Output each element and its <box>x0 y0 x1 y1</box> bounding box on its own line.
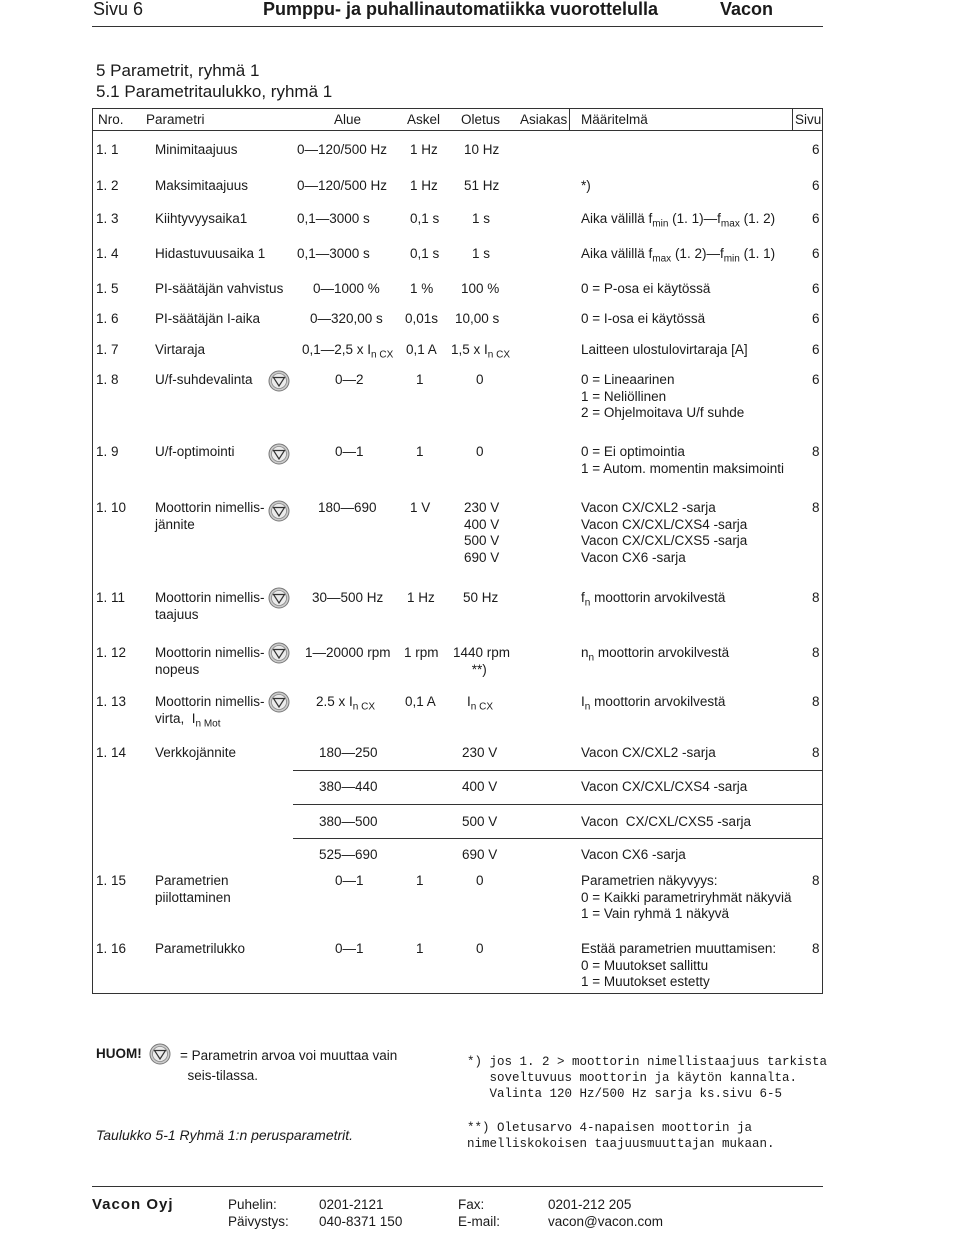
row-param: U/f-optimointi <box>155 444 235 459</box>
row-maaritelma: Laitteen ulostulovirtaraja [A] <box>581 342 748 357</box>
row-alue: 0,1—3000 s <box>297 246 370 261</box>
footer-phone-label: Puhelin: <box>228 1197 277 1212</box>
footer-phone: 0201-2121 <box>319 1197 384 1212</box>
row-alue: 525—690 <box>319 847 378 862</box>
row-sivu: 8 <box>812 500 820 515</box>
row-oletus: 500 V <box>462 814 498 829</box>
row-param: Moottorin nimellis- virta, $I_{n Mot}$ <box>155 694 265 730</box>
row-maaritelma: Parametrien näkyvyys: 0 = Kaikki parametriryhmät näkyviä 1 = Vain ryhmä 1 näkyvä <box>581 873 792 921</box>
col-header-askel: Askel <box>407 112 441 127</box>
row-sivu: 8 <box>812 941 820 956</box>
col-header-oletus: Oletus <box>461 112 501 127</box>
row-alue: 0—320,00 s <box>310 311 383 326</box>
row-askel: 0,01s <box>405 311 439 326</box>
stop-lock-icon <box>268 370 290 392</box>
row-nro: 1. 2 <box>96 178 119 193</box>
page-number: Sivu 6 <box>93 0 144 19</box>
row-alue: 0—120/500 Hz <box>297 142 388 157</box>
row-nro: 1. 7 <box>96 342 119 357</box>
footer-fax: 0201-212 205 <box>548 1197 632 1212</box>
row-maaritelma: Aika välillä $f_{max}$ (1. $2)—f_{min}$ (1. 1) <box>581 246 776 265</box>
row-askel: 0,1 A <box>406 342 437 357</box>
row-sivu: 8 <box>812 645 820 660</box>
row-maaritelma: Vacon CX/CXL/CXS5 -sarja <box>581 814 752 829</box>
col-header-parametri: Parametri <box>146 112 205 127</box>
row-sivu: 6 <box>812 311 820 326</box>
row-alue: 180—250 <box>319 745 378 760</box>
row-alue: 0—1 <box>335 444 364 459</box>
huom-label: HUOM! <box>96 1046 142 1061</box>
row-maaritelma: *) <box>581 178 591 193</box>
stop-lock-icon <box>149 1043 171 1065</box>
row-alue: 380—440 <box>319 779 378 794</box>
row-maaritelma: $I_n$ moottorin arvokilvestä <box>581 694 726 713</box>
row-oletus: 1 s <box>472 211 491 226</box>
footer-duty-label: Päivystys: <box>228 1214 289 1229</box>
row-maaritelma: $f_n$ moottorin arvokilvestä <box>581 590 726 609</box>
row-oletus: 50 Hz <box>463 590 499 605</box>
row-oletus: 1 s <box>472 246 491 261</box>
row-oletus: 10 Hz <box>464 142 500 157</box>
row-maaritelma: 0 = Ei optimointia 1 = Autom. momentin maksimointi <box>581 444 784 476</box>
row-oletus: 690 V <box>462 847 498 862</box>
row-oletus: 51 Hz <box>464 178 500 193</box>
row-sivu: 8 <box>812 444 820 459</box>
row-alue: 30—500 Hz <box>312 590 384 605</box>
row-oletus: $I_{n CX}$ <box>467 694 493 713</box>
row-oletus: 10,00 s <box>455 311 500 326</box>
brand-name: Vacon <box>720 0 774 19</box>
row-sivu: 8 <box>812 590 820 605</box>
table-caption: Taulukko 5-1 Ryhmä 1:n perusparametrit. <box>96 1127 354 1143</box>
row-oletus: 0 <box>476 941 484 956</box>
row-alue: 2.5 x $I_{n CX}$ <box>316 694 376 713</box>
row-param: Verkkojännite <box>155 745 237 760</box>
footer-email-label: E-mail: <box>458 1214 501 1229</box>
row-maaritelma: Aika välillä $f_{min}$ (1. $1)—f_{max}$ (1. 2) <box>581 211 776 230</box>
header-rule <box>92 26 823 27</box>
section-subtitle: 5.1 Parametritaulukko, ryhmä 1 <box>96 82 333 101</box>
row-nro: 1. 15 <box>96 873 127 888</box>
row-param: Maksimitaajuus <box>155 178 249 193</box>
row-oletus: 230 V 400 V 500 V 690 V <box>464 500 500 565</box>
col-header-asiakas: Asiakas <box>520 112 568 127</box>
row-oletus: 1440 rpm **) <box>453 645 511 677</box>
col-header-maaritelma: Määritelmä <box>581 112 648 127</box>
row-param: Parametrilukko <box>155 941 246 956</box>
row-askel: 1 Hz <box>407 590 435 605</box>
row-nro: 1. 13 <box>96 694 127 709</box>
row-sivu: 8 <box>812 745 820 760</box>
stop-lock-icon <box>268 443 290 465</box>
footer-rule <box>92 1186 823 1187</box>
row-sivu: 6 <box>812 246 820 261</box>
row-askel: 0,1 s <box>410 246 440 261</box>
row-param: Hidastuvuusaika 1 <box>155 246 266 261</box>
row-oletus: 400 V <box>462 779 498 794</box>
footer-email[interactable]: vacon@vacon.com <box>548 1214 664 1229</box>
row-alue: 0—1 <box>335 941 364 956</box>
row-sivu: 8 <box>812 694 820 709</box>
row-alue: 380—500 <box>319 814 378 829</box>
row-nro: 1. 10 <box>96 500 127 515</box>
row-maaritelma: 0 = Lineaarinen 1 = Neliöllinen 2 = Ohjelmoitava U/f suhde <box>581 372 745 420</box>
row-nro: 1. 1 <box>96 142 119 157</box>
row-alue: 0—2 <box>335 372 364 387</box>
row-askel: 1 <box>416 444 424 459</box>
section-title: 5 Parametrit, ryhmä 1 <box>96 61 260 80</box>
row-alue: 180—690 <box>318 500 377 515</box>
row-askel: 1 <box>416 873 424 888</box>
col-header-sivu: Sivu <box>795 112 822 127</box>
stop-lock-icon <box>268 587 290 609</box>
row-nro: 1. 8 <box>96 372 119 387</box>
row-askel: 1 rpm <box>404 645 439 660</box>
row-param: Moottorin nimellis- jännite <box>155 500 265 532</box>
row-sivu: 6 <box>812 142 820 157</box>
row-maaritelma: Vacon CX/CXL2 -sarja Vacon CX/CXL/CXS4 -sarja Vacon CX/CXL/CXS5 -sarja Vacon CX6 -sarja <box>581 500 748 565</box>
row-oletus: 0 <box>476 873 484 888</box>
row-nro: 1. 5 <box>96 281 119 296</box>
row-param: U/f-suhdevalinta <box>155 372 253 387</box>
footer-company: Vacon Oyj <box>92 1196 174 1213</box>
row-sivu: 6 <box>812 211 820 226</box>
row-param: Kiihtyvyysaika1 <box>155 211 248 226</box>
row-param: Minimitaajuus <box>155 142 238 157</box>
row-oletus: 0 <box>476 372 484 387</box>
row-param: Virtaraja <box>155 342 206 357</box>
row-askel: 0,1 A <box>405 694 436 709</box>
row-sivu: 6 <box>812 281 820 296</box>
row-alue: 0—1000 % <box>313 281 380 296</box>
row-param: PI-säätäjän I-aika <box>155 311 261 326</box>
footnote-2: **) Oletusarvo 4-napaisen moottorin ja nimelliskokoisen taajuusmuuttajan mukaan. <box>467 1121 775 1151</box>
row-alue: 0—1 <box>335 873 364 888</box>
row-askel: 1 Hz <box>410 142 438 157</box>
row-maaritelma: Vacon CX/CXL/CXS4 -sarja <box>581 779 748 794</box>
row-oletus: 1,5 x $I_{n CX}$ <box>451 342 511 361</box>
row-sivu: 6 <box>812 178 820 193</box>
col-header-alue: Alue <box>334 112 362 127</box>
row-oletus: 100 % <box>461 281 500 296</box>
stop-lock-icon <box>268 642 290 664</box>
stop-lock-icon <box>268 500 290 522</box>
row-nro: 1. 6 <box>96 311 119 326</box>
row-maaritelma: Vacon CX6 -sarja <box>581 847 686 862</box>
row-param: PI-säätäjän vahvistus <box>155 281 284 296</box>
row-askel: 0,1 s <box>410 211 440 226</box>
row-nro: 1. 16 <box>96 941 127 956</box>
row-maaritelma: Vacon CX/CXL2 -sarja <box>581 745 716 760</box>
row-nro: 1. 14 <box>96 745 127 760</box>
row-sivu: 8 <box>812 873 820 888</box>
col-header-nro: Nro. <box>98 112 124 127</box>
row-maaritelma: $n_n$ moottorin arvokilvestä <box>581 645 730 664</box>
footer-fax-label: Fax: <box>458 1197 485 1212</box>
stop-lock-icon <box>268 691 290 713</box>
footnote-1: *) jos 1. 2 > moottorin nimellistaajuus tarkista soveltuvuus moottorin ja käytön kannalta. Valinta 120 Hz/500 Hz sarja ks.sivu 6-5 <box>467 1055 828 1101</box>
row-alue: 1—20000 rpm <box>305 645 391 660</box>
huom-text: = Parametrin arvoa voi muuttaa vain seis-tilassa. <box>180 1048 398 1083</box>
page-header-title: Pumppu- ja puhallinautomatiikka vuorottelulla <box>263 0 659 19</box>
row-nro: 1. 11 <box>96 590 126 605</box>
row-alue: 0—120/500 Hz <box>297 178 388 193</box>
row-param: Parametrien piilottaminen <box>155 873 231 905</box>
row-askel: 1 V <box>410 500 431 515</box>
row-askel: 1 <box>416 941 424 956</box>
row-nro: 1. 4 <box>96 246 119 261</box>
row-maaritelma: 0 = I-osa ei käytössä <box>581 311 706 326</box>
row-alue: 0,1—2,5 x $I_{n CX}$ <box>302 342 394 361</box>
row-nro: 1. 12 <box>96 645 127 660</box>
row-maaritelma: Estää parametrien muuttamisen: 0 = Muutokset sallittu 1 = Muutokset estetty <box>581 941 777 989</box>
row-sivu: 6 <box>812 342 820 357</box>
row-oletus: 230 V <box>462 745 498 760</box>
row-sivu: 6 <box>812 372 820 387</box>
row-askel: 1 Hz <box>410 178 438 193</box>
row-nro: 1. 3 <box>96 211 119 226</box>
row-oletus: 0 <box>476 444 484 459</box>
row-nro: 1. 9 <box>96 444 119 459</box>
footer-duty: 040-8371 150 <box>319 1214 403 1229</box>
row-alue: 0,1—3000 s <box>297 211 370 226</box>
row-param: Moottorin nimellis- taajuus <box>155 590 265 622</box>
header-separator <box>92 130 823 131</box>
row-askel: 1 <box>416 372 424 387</box>
row-param: Moottorin nimellis- nopeus <box>155 645 265 677</box>
row-askel: 1 % <box>410 281 434 296</box>
row-maaritelma: 0 = P-osa ei käytössä <box>581 281 711 296</box>
